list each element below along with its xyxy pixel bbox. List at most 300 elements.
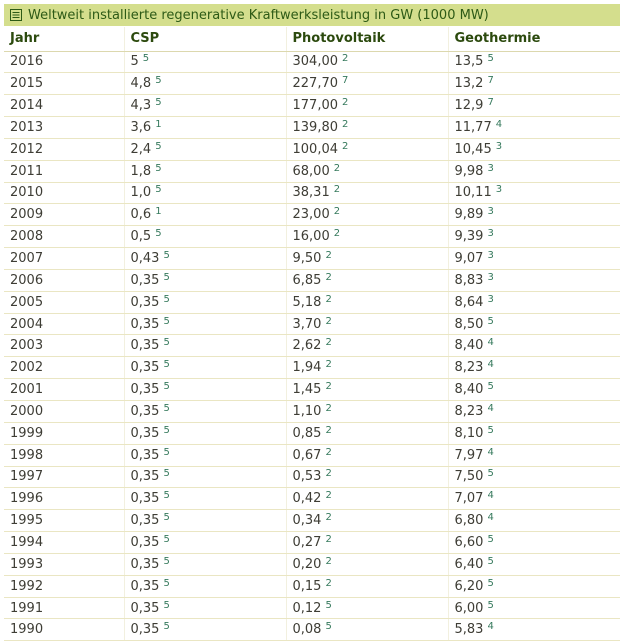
footnote-ref[interactable]: 2: [325, 577, 332, 589]
geothermie-value: 8,83: [454, 272, 484, 288]
cell-jahr: [4, 488, 124, 510]
year-value: 1993: [10, 556, 44, 572]
widget-title-bar: [4, 4, 620, 26]
cell-photovoltaik: [286, 510, 448, 532]
footnote-ref[interactable]: 5: [163, 359, 170, 371]
cell-geothermie: [448, 160, 620, 182]
cell-geothermie: [448, 422, 620, 444]
footnote-ref[interactable]: 5: [163, 381, 170, 393]
geothermie-value: 8,40: [454, 338, 484, 354]
footnote-ref[interactable]: 3: [487, 271, 494, 283]
cell-csp: [124, 313, 286, 335]
cell-jahr: [4, 160, 124, 182]
footnote-ref[interactable]: 5: [163, 271, 170, 283]
cell-geothermie: [448, 510, 620, 532]
footnote-ref[interactable]: 4: [487, 402, 494, 414]
footnote-ref[interactable]: 5: [163, 424, 170, 436]
geothermie-value: 12,9: [454, 98, 484, 114]
footnote-ref[interactable]: 2: [333, 184, 341, 196]
cell-csp: [124, 466, 286, 488]
csp-value: 1,0: [130, 185, 152, 201]
year-value: 1990: [10, 622, 44, 638]
cell-csp: [124, 619, 286, 641]
column-header-csp: CSP: [124, 27, 286, 51]
column-header-jahr: Jahr: [4, 27, 124, 51]
photovoltaik-value: 0,15: [292, 578, 322, 594]
table-row: [4, 553, 620, 575]
cell-csp: [124, 553, 286, 575]
csp-value: 0,6: [130, 207, 152, 223]
year-value: 2013: [10, 119, 44, 135]
column-header-photovoltaik: Photovoltaik: [286, 27, 448, 51]
footnote-ref[interactable]: 5: [155, 184, 162, 196]
footnote-ref[interactable]: 2: [325, 446, 332, 458]
cell-csp: [124, 138, 286, 160]
year-value: 2003: [10, 338, 44, 354]
footnote-ref[interactable]: 1: [155, 118, 162, 130]
geothermie-value: 7,50: [454, 469, 484, 485]
cell-csp: [124, 335, 286, 357]
cell-photovoltaik: [286, 226, 448, 248]
cell-geothermie: [448, 488, 620, 510]
cell-csp: [124, 226, 286, 248]
year-value: 2016: [10, 54, 44, 70]
footnote-ref[interactable]: 5: [487, 424, 494, 436]
photovoltaik-value: 1,10: [292, 403, 322, 419]
geothermie-value: 9,39: [454, 229, 484, 245]
cell-jahr: [4, 51, 124, 73]
photovoltaik-value: 0,27: [292, 534, 322, 550]
footnote-ref[interactable]: 5: [142, 53, 150, 65]
table-row: [4, 182, 620, 204]
footnote-ref[interactable]: 2: [342, 97, 349, 109]
cell-jahr: [4, 379, 124, 401]
geothermie-value: 8,50: [454, 316, 484, 332]
table-row: [4, 117, 620, 139]
csp-value: 0,35: [130, 382, 160, 398]
footnote-ref[interactable]: 2: [342, 53, 349, 65]
csp-value: 2,4: [130, 141, 152, 157]
footnote-ref[interactable]: 2: [325, 402, 332, 414]
year-value: 2015: [10, 76, 44, 92]
photovoltaik-value: 177,00: [292, 98, 338, 114]
footnote-ref[interactable]: 3: [495, 140, 503, 152]
csp-value: 0,35: [130, 294, 160, 310]
cell-csp: [124, 379, 286, 401]
csp-value: 0,35: [130, 578, 160, 594]
footnote-ref[interactable]: 4: [487, 490, 494, 502]
cell-csp: [124, 357, 286, 379]
footnote-ref[interactable]: 3: [487, 250, 494, 262]
csp-value: 3,6: [130, 119, 152, 135]
year-value: 1999: [10, 425, 44, 441]
table-row: [4, 138, 620, 160]
cell-jahr: [4, 73, 124, 95]
csp-value: 4,3: [130, 98, 152, 114]
footnote-ref[interactable]: 5: [163, 533, 170, 545]
csp-value: 0,35: [130, 272, 160, 288]
cell-photovoltaik: [286, 422, 448, 444]
photovoltaik-value: 100,04: [292, 141, 338, 157]
footnote-ref[interactable]: 5: [325, 599, 332, 611]
cell-csp: [124, 510, 286, 532]
cell-geothermie: [448, 597, 620, 619]
year-value: 2012: [10, 141, 44, 157]
year-value: 2010: [10, 185, 44, 201]
cell-photovoltaik: [286, 248, 448, 270]
photovoltaik-value: 227,70: [292, 76, 338, 92]
cell-geothermie: [448, 313, 620, 335]
footnote-ref[interactable]: 5: [487, 599, 494, 611]
table-row: [4, 379, 620, 401]
cell-jahr: [4, 510, 124, 532]
photovoltaik-value: 16,00: [292, 229, 330, 245]
cell-csp: [124, 597, 286, 619]
footnote-ref[interactable]: 5: [487, 577, 494, 589]
photovoltaik-value: 3,70: [292, 316, 322, 332]
footnote-ref[interactable]: 2: [325, 533, 332, 545]
geothermie-value: 6,20: [454, 578, 484, 594]
footnote-ref[interactable]: 5: [487, 533, 494, 545]
cell-geothermie: [448, 379, 620, 401]
footnote-ref[interactable]: 2: [325, 250, 332, 262]
geothermie-value: 9,89: [454, 207, 484, 223]
footnote-ref[interactable]: 2: [333, 206, 341, 218]
cell-csp: [124, 422, 286, 444]
table-row: [4, 291, 620, 313]
footnote-ref[interactable]: 5: [163, 468, 170, 480]
footnote-ref[interactable]: 5: [155, 140, 162, 152]
cell-photovoltaik: [286, 379, 448, 401]
table-row: [4, 444, 620, 466]
cell-geothermie: [448, 553, 620, 575]
cell-photovoltaik: [286, 51, 448, 73]
geothermie-value: 7,07: [454, 491, 484, 507]
photovoltaik-value: 38,31: [292, 185, 330, 201]
footnote-ref[interactable]: 5: [163, 577, 170, 589]
footnote-ref[interactable]: 5: [163, 621, 170, 633]
cell-geothermie: [448, 226, 620, 248]
table-header-row: [4, 27, 620, 51]
csp-value: 0,35: [130, 403, 160, 419]
footnote-ref[interactable]: 5: [163, 555, 170, 567]
year-value: 2001: [10, 382, 44, 398]
cell-photovoltaik: [286, 138, 448, 160]
footnote-ref[interactable]: 5: [155, 75, 162, 87]
cell-csp: [124, 51, 286, 73]
footnote-ref[interactable]: 4: [487, 512, 494, 524]
photovoltaik-value: 0,85: [292, 425, 322, 441]
cell-geothermie: [448, 204, 620, 226]
csp-value: 0,35: [130, 469, 160, 485]
cell-geothermie: [448, 138, 620, 160]
geothermie-value: 8,64: [454, 294, 484, 310]
footnote-ref[interactable]: 2: [325, 337, 332, 349]
cell-csp: [124, 73, 286, 95]
cell-jahr: [4, 466, 124, 488]
csp-value: 0,35: [130, 534, 160, 550]
cell-jahr: [4, 313, 124, 335]
cell-csp: [124, 182, 286, 204]
cell-photovoltaik: [286, 532, 448, 554]
photovoltaik-value: 1,94: [292, 360, 322, 376]
cell-jahr: [4, 204, 124, 226]
footnote-ref[interactable]: 5: [487, 53, 494, 65]
photovoltaik-value: 9,50: [292, 251, 322, 267]
geothermie-value: 7,97: [454, 447, 484, 463]
cell-photovoltaik: [286, 619, 448, 641]
footnote-ref[interactable]: 2: [325, 555, 332, 567]
cell-photovoltaik: [286, 160, 448, 182]
footnote-ref[interactable]: 2: [325, 424, 332, 436]
footnote-ref[interactable]: 7: [487, 75, 494, 87]
year-value: 2000: [10, 403, 44, 419]
geothermie-value: 10,11: [454, 185, 492, 201]
csp-value: 0,35: [130, 556, 160, 572]
cell-photovoltaik: [286, 488, 448, 510]
cell-jahr: [4, 117, 124, 139]
geothermie-value: 8,23: [454, 403, 484, 419]
table-row: [4, 597, 620, 619]
geothermie-value: 6,40: [454, 556, 484, 572]
table-row: [4, 204, 620, 226]
geothermie-value: 9,07: [454, 251, 484, 267]
photovoltaik-value: 1,45: [292, 382, 322, 398]
csp-value: 0,35: [130, 316, 160, 332]
year-value: 2002: [10, 360, 44, 376]
footnote-ref[interactable]: 2: [342, 118, 349, 130]
footnote-ref[interactable]: 5: [163, 599, 170, 611]
footnote-ref[interactable]: 4: [495, 118, 503, 130]
table-row: [4, 73, 620, 95]
footnote-ref[interactable]: 4: [487, 359, 494, 371]
cell-photovoltaik: [286, 597, 448, 619]
csp-value: 0,35: [130, 447, 160, 463]
footnote-ref[interactable]: 7: [487, 97, 494, 109]
cell-geothermie: [448, 291, 620, 313]
footnote-ref[interactable]: 2: [333, 162, 341, 174]
photovoltaik-value: 2,62: [292, 338, 322, 354]
cell-geothermie: [448, 95, 620, 117]
footnote-ref[interactable]: 3: [495, 184, 503, 196]
year-value: 1996: [10, 491, 44, 507]
year-value: 1995: [10, 513, 44, 529]
cell-photovoltaik: [286, 313, 448, 335]
widget-title: Weltweit installierte regenerative Kraftwerksleistung in GW (1000 MW): [28, 7, 489, 23]
footnote-ref[interactable]: 5: [155, 97, 162, 109]
year-value: 2005: [10, 294, 44, 310]
table-row: [4, 488, 620, 510]
table-row: [4, 269, 620, 291]
cell-geothermie: [448, 248, 620, 270]
table-row: [4, 160, 620, 182]
geothermie-value: 11,77: [454, 119, 492, 135]
table-row: [4, 226, 620, 248]
cell-jahr: [4, 95, 124, 117]
cell-jahr: [4, 226, 124, 248]
cell-csp: [124, 204, 286, 226]
footnote-ref[interactable]: 4: [487, 446, 494, 458]
footnote-ref[interactable]: 2: [325, 512, 332, 524]
footnote-ref[interactable]: 3: [487, 293, 494, 305]
cell-geothermie: [448, 401, 620, 423]
footnote-ref[interactable]: 3: [487, 162, 494, 174]
footnote-ref[interactable]: 2: [325, 271, 332, 283]
cell-csp: [124, 291, 286, 313]
geothermie-value: 13,5: [454, 54, 484, 70]
footnote-ref[interactable]: 2: [325, 490, 332, 502]
cell-jahr: [4, 401, 124, 423]
geothermie-value: 8,23: [454, 360, 484, 376]
csp-value: 0,5: [130, 229, 152, 245]
year-value: 2009: [10, 207, 44, 223]
photovoltaik-value: 0,12: [292, 600, 322, 616]
table-row: [4, 510, 620, 532]
cell-photovoltaik: [286, 269, 448, 291]
footnote-ref[interactable]: 7: [342, 75, 349, 87]
photovoltaik-value: 23,00: [292, 207, 330, 223]
footnote-ref[interactable]: 5: [155, 228, 162, 240]
cell-geothermie: [448, 335, 620, 357]
csp-value: 0,35: [130, 600, 160, 616]
year-value: 1997: [10, 469, 44, 485]
cell-geothermie: [448, 466, 620, 488]
year-value: 1992: [10, 578, 44, 594]
cell-jahr: [4, 575, 124, 597]
table-row: [4, 313, 620, 335]
photovoltaik-value: 0,53: [292, 469, 322, 485]
footnote-ref[interactable]: 5: [163, 337, 170, 349]
footnote-ref[interactable]: 2: [325, 381, 332, 393]
cell-photovoltaik: [286, 444, 448, 466]
cell-jahr: [4, 422, 124, 444]
year-value: 2008: [10, 229, 44, 245]
footnote-ref[interactable]: 5: [487, 315, 494, 327]
footnote-ref[interactable]: 3: [487, 206, 494, 218]
footnote-ref[interactable]: 2: [325, 293, 332, 305]
cell-jahr: [4, 335, 124, 357]
capacity-table-widget: [4, 4, 620, 641]
csp-value: 0,43: [130, 251, 160, 267]
footnote-ref[interactable]: 5: [163, 446, 170, 458]
capacity-table: [4, 27, 620, 641]
footnote-ref[interactable]: 5: [163, 293, 170, 305]
cell-csp: [124, 401, 286, 423]
cell-geothermie: [448, 357, 620, 379]
footnote-ref[interactable]: 5: [155, 162, 162, 174]
table-row: [4, 401, 620, 423]
cell-photovoltaik: [286, 204, 448, 226]
table-row: [4, 422, 620, 444]
csp-value: 0,35: [130, 491, 160, 507]
csp-value: 0,35: [130, 425, 160, 441]
photovoltaik-value: 6,85: [292, 272, 322, 288]
cell-jahr: [4, 248, 124, 270]
cell-csp: [124, 444, 286, 466]
cell-geothermie: [448, 619, 620, 641]
cell-jahr: [4, 269, 124, 291]
photovoltaik-value: 0,08: [292, 622, 322, 638]
footnote-ref[interactable]: 5: [163, 512, 170, 524]
year-value: 1994: [10, 534, 44, 550]
footnote-ref[interactable]: 3: [487, 228, 494, 240]
cell-photovoltaik: [286, 95, 448, 117]
footnote-ref[interactable]: 2: [342, 140, 349, 152]
footnote-ref[interactable]: 5: [163, 315, 170, 327]
geothermie-value: 10,45: [454, 141, 492, 157]
cell-csp: [124, 160, 286, 182]
photovoltaik-value: 68,00: [292, 163, 330, 179]
footnote-ref[interactable]: 2: [333, 228, 341, 240]
cell-jahr: [4, 291, 124, 313]
table-row: [4, 619, 620, 641]
cell-csp: [124, 532, 286, 554]
csp-value: 1,8: [130, 163, 152, 179]
cell-photovoltaik: [286, 575, 448, 597]
csp-value: 4,8: [130, 76, 152, 92]
footnote-ref[interactable]: 5: [163, 490, 170, 502]
cell-jahr: [4, 138, 124, 160]
table-row: [4, 575, 620, 597]
cell-geothermie: [448, 73, 620, 95]
year-value: 2007: [10, 251, 44, 267]
photovoltaik-value: 5,18: [292, 294, 322, 310]
cell-csp: [124, 117, 286, 139]
cell-photovoltaik: [286, 466, 448, 488]
cell-jahr: [4, 553, 124, 575]
year-value: 2006: [10, 272, 44, 288]
footnote-ref[interactable]: 1: [155, 206, 162, 218]
cell-jahr: [4, 357, 124, 379]
cell-csp: [124, 248, 286, 270]
year-value: 1998: [10, 447, 44, 463]
footnote-ref[interactable]: 2: [325, 359, 332, 371]
photovoltaik-value: 0,34: [292, 513, 322, 529]
cell-jahr: [4, 444, 124, 466]
photovoltaik-value: 0,20: [292, 556, 322, 572]
footnote-ref[interactable]: 5: [487, 468, 494, 480]
cell-geothermie: [448, 532, 620, 554]
footnote-ref[interactable]: 2: [325, 468, 332, 480]
cell-photovoltaik: [286, 182, 448, 204]
cell-geothermie: [448, 575, 620, 597]
year-value: 2014: [10, 98, 44, 114]
footnote-ref[interactable]: 2: [325, 315, 332, 327]
footnote-ref[interactable]: 5: [163, 250, 170, 262]
cell-photovoltaik: [286, 73, 448, 95]
footnote-ref[interactable]: 4: [487, 621, 494, 633]
cell-geothermie: [448, 117, 620, 139]
table-row: [4, 248, 620, 270]
cell-csp: [124, 269, 286, 291]
footnote-ref[interactable]: 5: [163, 402, 170, 414]
csp-value: 0,35: [130, 360, 160, 376]
photovoltaik-value: 304,00: [292, 54, 338, 70]
geothermie-value: 6,60: [454, 534, 484, 550]
table-row: [4, 466, 620, 488]
cell-photovoltaik: [286, 553, 448, 575]
footnote-ref[interactable]: 5: [325, 621, 332, 633]
footnote-ref[interactable]: 4: [487, 337, 494, 349]
year-value: 2011: [10, 163, 44, 179]
cell-geothermie: [448, 51, 620, 73]
cell-photovoltaik: [286, 401, 448, 423]
table-row: [4, 51, 620, 73]
cell-photovoltaik: [286, 357, 448, 379]
cell-photovoltaik: [286, 291, 448, 313]
footnote-ref[interactable]: 5: [487, 381, 494, 393]
footnote-ref[interactable]: 5: [487, 555, 494, 567]
